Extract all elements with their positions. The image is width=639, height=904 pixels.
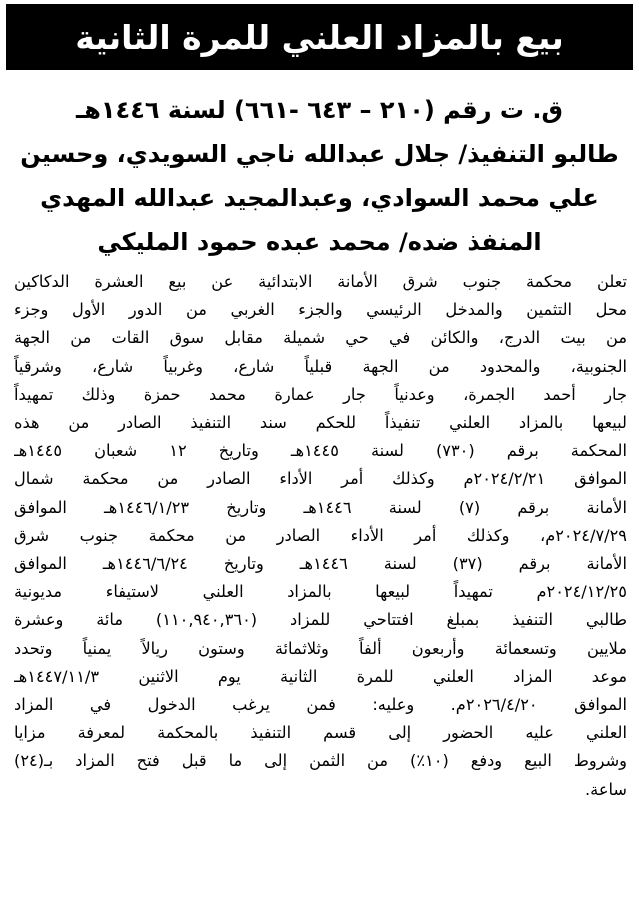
body-line: من بيت الدرج، والكائن في حي شميلة مقابل سوق القات من الجهة xyxy=(14,328,627,348)
body-line: ساعة. xyxy=(585,779,627,799)
notice-title-banner xyxy=(6,4,633,70)
requesters-line-2: علي محمد السوادي، وعبدالمجيد عبدالله المهدي xyxy=(40,184,599,212)
body-line: الأمانة برقم (٧) لسنة ١٤٤٦هـ وتاريخ ١٤٤٦/١/٢٣هـ الموافق xyxy=(14,497,627,517)
body-line: وشروط البيع ودفع (١٠٪) من الثمن إلى ما قبل فتح المزاد بـ(٢٤) xyxy=(14,751,627,771)
body-line: طالبي التنفيذ بمبلغ افتتاحي للمزاد (١١٠,٩٤٠,٣٦٠) مائة وعشرة xyxy=(14,610,627,630)
notice-title: بيع بالمزاد العلني للمرة الثانية xyxy=(75,17,564,57)
body-line: ملايين وتسعمائة وأربعون ألفاً وثلاثمائة وستون ريالاً يمنياً وتحدد xyxy=(14,638,627,658)
body-line: ٢٠٢٤/١٢/٢٥م تمهيداً لبيعها بالمزاد العلني لاستيفاء مديونية xyxy=(14,582,627,602)
body-line: العلني عليه الحضور إلى قسم التنفيذ بالمحكمة لمعرفة مزايا xyxy=(14,723,627,743)
body-line: جار أحمد الجمرة، وعدنياً جار عمارة محمد حمزة وذلك تمهيداً xyxy=(14,384,627,404)
body-line: موعد المزاد العلني للمرة الثانية يوم الاثنين ١٤٤٧/١١/٣هـ xyxy=(14,666,627,686)
body-line: ٢٠٢٤/٧/٢٩م، وكذلك أمر الأداء الصادر من محكمة جنوب شرق xyxy=(14,525,627,545)
body-line: الموافق ٢٠٢٦/٤/٢٠م. وعليه: فمن يرغب الدخول في المزاد xyxy=(14,695,627,715)
body-line: محل التثمين والمدخل الرئيسي والجزء الغربي من الدور الأول وجزء xyxy=(14,300,627,320)
requesters-line-1: طالبو التنفيذ/ جلال عبدالله ناجي السويدي، وحسين xyxy=(20,140,619,168)
body-line: الجنوبية، والمحدود من الجهة قبلياً شارع، وغربياً شارع، وشرقياً xyxy=(14,356,627,376)
body-line: لبيعها بالمزاد العلني تنفيذاً للحكم سند التنفيذ الصادر من هذه xyxy=(14,413,627,433)
body-line: الأمانة برقم (٣٧) لسنة ١٤٤٦هـ وتاريخ ١٤٤٦/٦/٢٤هـ الموافق xyxy=(14,554,627,574)
body-line: الموافق ٢٠٢٤/٢/٢١م وكذلك أمر الأداء الصادر من محكمة شمال xyxy=(14,469,627,489)
defendant-line: المنفذ ضده/ محمد عبده حمود المليكي xyxy=(97,228,542,256)
notice-body xyxy=(6,268,633,804)
body-line: تعلن محكمة جنوب شرق الأمانة الابتدائية عن بيع العشرة الدكاكين xyxy=(14,272,627,291)
case-reference: ق. ت رقم (٢١٠ – ٦٤٣ -٦٦١) لسنة ١٤٤٦هـ xyxy=(76,96,563,124)
body-line: المحكمة برقم (٧٣٠) لسنة ١٤٤٥هـ وتاريخ ١٢ شعبان ١٤٤٥هـ xyxy=(14,441,627,461)
